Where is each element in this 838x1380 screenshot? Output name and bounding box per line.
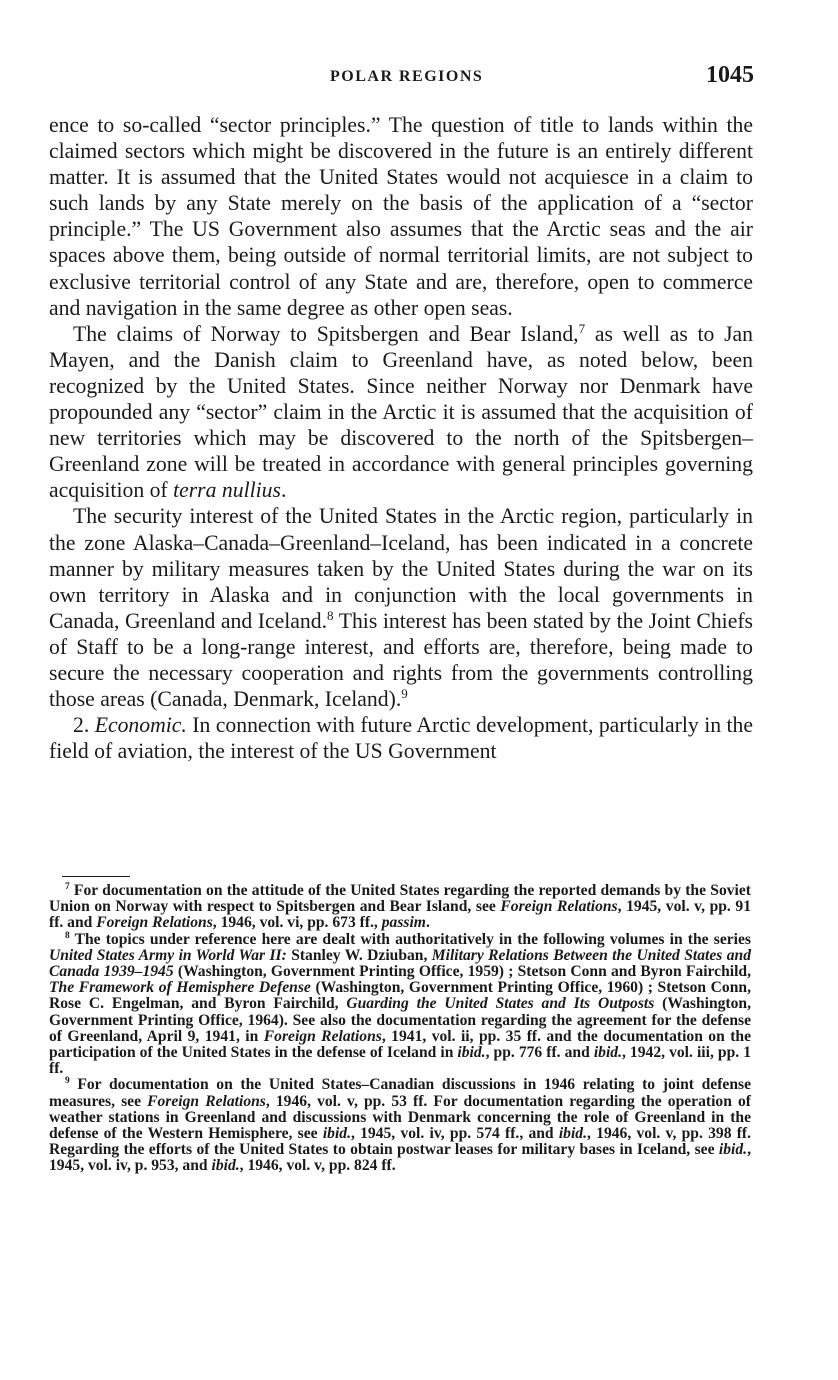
italic-citation: ibid. [558,1125,588,1143]
italic-term: terra nullius [173,478,281,503]
footnotes [49,883,751,1175]
footnote-text: Stanley W. Dziuban, [286,946,432,964]
body-text [49,112,753,764]
italic-citation: Foreign Relations [147,1092,266,1110]
footnote-text: , 1945, vol. iv, pp. 574 ff., and [350,1125,559,1143]
footnote-mark: 7 [65,881,70,892]
footnote-9 [49,1077,751,1174]
footnote-text: For documentation on the attitude of the United States regarding the reported demands by the Soviet Union on Norway with respect to Spitsbergen and Bear Island, see [49,882,751,916]
section-heading: Economic. [94,713,187,738]
paragraph-sector-principles [49,112,753,321]
footnote-mark: 8 [65,930,70,941]
running-header [0,62,838,94]
footnote-text: , pp. 776 ff. and [485,1044,594,1062]
page-number: 1045 [706,62,754,88]
italic-citation: Military Relations Between the United States and Canada 1939–1945 [49,946,751,981]
paragraph-text: The claims of Norway to Spitsbergen and Bear Island, [73,321,579,346]
italic-citation: ibid. [322,1125,351,1143]
section-number: 2. [73,713,95,738]
italic-citation: ibid. [457,1044,486,1062]
footnote-ref-8[interactable]: 8 [327,607,334,623]
footnote-text: . [425,914,430,932]
footnote-text: , 1945, vol. iv, p. 953, and [49,1141,751,1175]
italic-citation: Guarding the United States and Its Outposts [346,995,655,1013]
footnote-text: The topics under reference here are dealt with authoritatively in the following volumes in the series [69,930,751,948]
running-title: POLAR REGIONS [330,68,484,85]
paragraph-text: This interest has been stated by the Joint Chiefs of Staff to be a long-range interest, and efforts are, therefore, being made to secure the necessary cooperation and rights from the governments controlling those areas (Canada, Denmark, Iceland). [49,608,753,712]
italic-citation: United States Army in World War II: [49,946,287,964]
footnote-text: , 1946, vol. v, pp. 824 ff. [239,1157,396,1175]
paragraph-text: ence to so-called “sector principles.” The question of title to lands within the claimed sectors which might be discovered in the future is an entirely different matter. It is assumed that the United States would not acquiesce in a claim to such lands by any State merely on the basis of the application of a “sector principle.” The US Government also assumes that the Arctic seas and the air spaces above them, being outside of normal territorial limits, are not subject to exclusive territorial control of any State and are, therefore, open to commerce and navigation in the same degree as other open seas. [49,113,753,320]
paragraph-text: The security interest of the United States in the Arctic region, particularly in the zone Alaska–Canada–Greenland–Iceland, has been indicated in a concrete manner by military measures taken by the United States during the war on its own territory in Alaska and in conjunction with the local governments in Canada, Greenland and Iceland. [49,504,753,633]
italic-citation: Foreign Relations [500,898,618,916]
footnote-rule [62,876,130,877]
footnote-text: (Washington, Government Printing Office, 1960) ; Stetson Conn, Rose C. Engelman, and Byron Fairchild, [49,979,751,1013]
footnote-text: For documentation on the United States–Canadian discussions in 1946 relating to joint defense measures, see [49,1076,751,1110]
italic-citation: The Framework of Hemisphere Defense [49,979,311,997]
italic-citation: ibid. [593,1044,622,1062]
paragraph-text: . [280,478,287,503]
footnote-text: (Washington, Government Printing Office, 1964). See also the documentation regarding the agreement for the defense of Greenland, April 9, 1941, in [49,995,751,1045]
paragraph-security-interest [49,503,753,712]
italic-citation: ibid. [211,1157,240,1175]
footnote-8 [49,932,751,1078]
footnote-text: , 1946, vol. v, pp. 53 ff. For documentation regarding the operation of weather stations in Greenland and discussions with Denmark concerning the role of Greenland in the defense of the Western Hemisphere, see [49,1092,751,1143]
footnote-text: , 1942, vol. iii, pp. 1 ff. [49,1044,751,1078]
paragraph-text: as well as to Jan Mayen, and the Danish claim to Greenland have, as noted below, been recognized by the United States. Since neither Norway nor Denmark have propounded any “sector” claim in the Arctic it is assumed that the acquisition of new territories which may be discovered to the north of the Spitsbergen–Greenland zone will be treated in accordance with general principles governing acquisition of [49,321,753,503]
paragraph-norway-denmark-claims [49,321,753,504]
footnote-text: , 1941, vol. ii, pp. 35 ff. and the documentation on the participation of the United States in the defense of Iceland in [49,1027,752,1062]
italic-citation: Foreign Relations [96,914,213,932]
footnote-7 [49,883,751,932]
footnote-ref-7[interactable]: 7 [578,320,586,336]
footnote-text: , 1946, vol. vi, pp. 673 ff., [212,914,382,932]
paragraph-text: In connection with future Arctic development, particularly in the field of aviation, the interest of the US Government [49,713,753,764]
footnote-ref-9[interactable]: 9 [401,685,408,701]
paragraph-economic [49,712,753,764]
footnote-mark: 9 [65,1076,70,1087]
italic-citation: Foreign Relations [263,1027,382,1045]
footnote-text: , 1945, vol. v, pp. 91 ff. and [49,898,752,932]
italic-citation: passim [381,914,426,932]
footnote-text: , 1946, vol. v, pp. 398 ff. Regarding the efforts of the United States to obtain postwar leases for military bases in Iceland, see [49,1125,752,1159]
italic-citation: ibid. [718,1141,748,1159]
footnote-text: (Washington, Government Printing Office, 1959) ; Stetson Conn and Byron Fairchild, [173,963,751,981]
